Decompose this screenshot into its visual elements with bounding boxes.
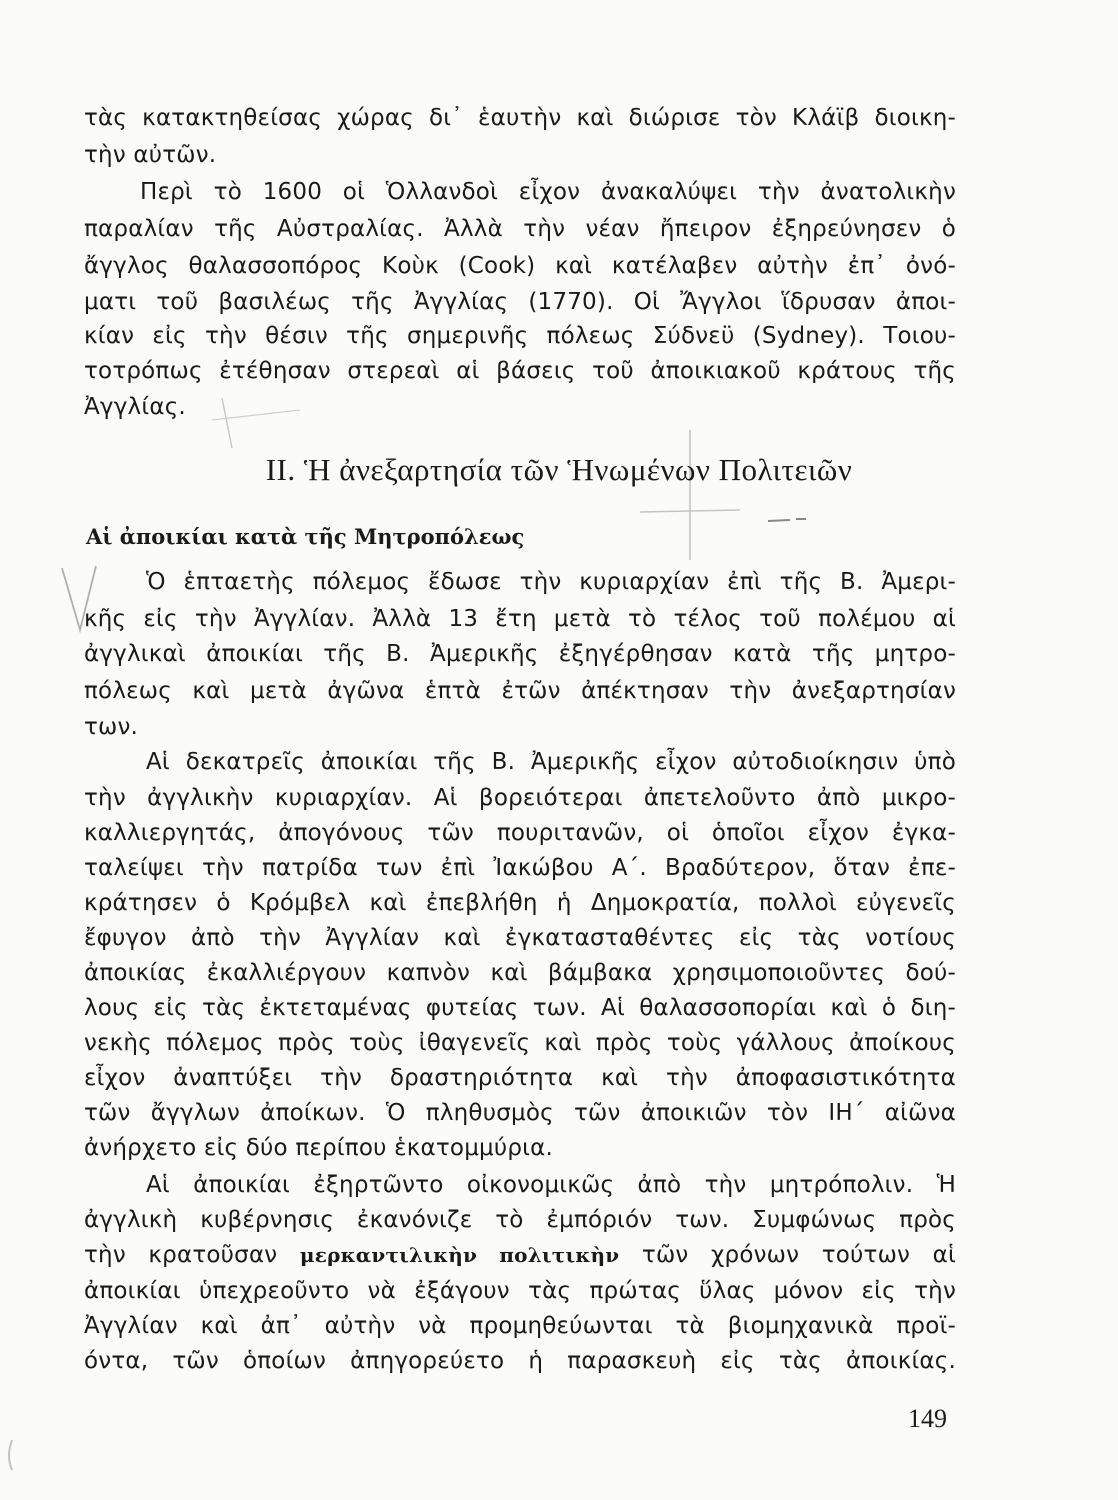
- pencil-stroke-cross-h: [640, 510, 740, 512]
- text-line: των.: [84, 714, 139, 740]
- text-line: λους εἰς τὰς ἐκτεταμένας φυτείας των. Αἱ θαλασσοπορίαι καὶ ὁ διη-: [84, 995, 956, 1021]
- text-line: τὰς κατακτηθείσας χώρας δι᾿ ἑαυτὴν καὶ διώρισε τὸν Κλάϊβ διοικη-: [84, 105, 956, 131]
- text-line: τὴν ἀγγλικὴν κυριαρχίαν. Αἱ βορειότεραι ἀπετελοῦντο ἀπὸ μικρο-: [84, 785, 956, 811]
- text-line: ματι τοῦ βασιλέως τῆς Ἀγγλίας (1770). Οἱ Ἄγγλοι ἵδρυσαν ἀποι-: [84, 289, 956, 315]
- subheading: Αἱ ἀποικίαι κατὰ τῆς Μητροπόλεως: [86, 524, 525, 549]
- text-line: πόλεως καὶ μετὰ ἀγῶνα ἑπτὰ ἐτῶν ἀπέκτησαν τὴν ἀνεξαρτησίαν: [84, 678, 956, 704]
- text-line: κράτησεν ὁ Κρόμβελ καὶ ἐπεβλήθη ἡ Δημοκρατία, πολλοὶ εὐγενεῖς: [84, 890, 956, 916]
- section-heading: II. Ἡ ἀνεξαρτησία τῶν Ἡνωμένων Πολιτειῶν: [265, 452, 853, 487]
- text-span: τῶν χρόνων τούτων αἱ: [641, 1242, 956, 1268]
- text-line: ἄγγλος θαλασσοπόρος Κοὺκ (Cook) καὶ κατέλαβεν αὐτὴν ἐπ᾿ ὀνό-: [84, 253, 956, 279]
- bold-term: μερκαντιλικὴν πολιτικὴν: [299, 1243, 620, 1267]
- text-line: Ἀγγλίαν καὶ ἀπ᾿ αὐτὴν νὰ προμηθεύωνται τὰ βιομηχανικὰ προϊ-: [84, 1313, 956, 1339]
- text-line: Αἱ δεκατρεῖς ἀποικίαι τῆς Β. Ἀμερικῆς εἶχον αὐτοδιοίκησιν ὑπὸ: [146, 749, 956, 775]
- text-line: ἀνήρχετο εἰς δύο περίπου ἑκατομμύρια.: [84, 1135, 554, 1161]
- text-line: Ὁ ἑπταετὴς πόλεμος ἔδωσε τὴν κυριαρχίαν ἐπὶ τῆς Β. Ἀμερι-: [146, 569, 956, 595]
- text-line: παραλίαν τῆς Αὐστραλίας. Ἀλλὰ τὴν νέαν ἤπειρον ἐξηρεύνησεν ὁ: [84, 216, 956, 242]
- text-line: τὴν αὐτῶν.: [84, 142, 217, 168]
- text-line: κῆς εἰς τὴν Ἀγγλίαν. Ἀλλὰ 13 ἔτη μετὰ τὸ τέλος τοῦ πολέμου αἱ: [84, 606, 956, 632]
- text-line: όντα, τῶν ὁποίων ἀπηγορεύετο ἡ παρασκευὴ εἰς τὰς ἀποικίας.: [84, 1348, 956, 1374]
- text-line: Περὶ τὸ 1600 οἱ Ὁλλανδοὶ εἶχον ἀνακαλύψει τὴν ἀνατολικὴν: [140, 179, 956, 205]
- text-line: τοτρόπως ἐτέθησαν στερεαὶ αἱ βάσεις τοῦ ἀποικιακοῦ κράτους τῆς: [84, 358, 956, 384]
- text-line: κίαν εἰς τὴν θέσιν τῆς σημερινῆς πόλεως Σύδνεϋ (Sydney). Τοιου-: [84, 323, 956, 349]
- text-line: καλλιεργητάς, ἀπογόνους τῶν πουριτανῶν, οἱ ὁποῖοι εἶχον ἐγκα-: [84, 820, 956, 846]
- margin-edge-mark: [9, 1440, 12, 1470]
- text-line: Αἱ ἀποικίαι ἐξηρτῶντο οἰκονομικῶς ἀπὸ τὴν μητρόπολιν. Ἡ: [146, 1172, 956, 1198]
- pencil-dash: [768, 519, 806, 521]
- text-line: ἀποικίαι ὑπεχρεοῦντο νὰ ἐξάγουν τὰς πρώτας ὕλας μόνον εἰς τὴν: [84, 1278, 956, 1304]
- text-line: Ἀγγλίας.: [84, 394, 186, 420]
- text-line: ἀποικίας ἐκαλλιέργουν καπνὸν καὶ βάμβακα χρησιμοποιοῦντες δού-: [84, 960, 956, 986]
- text-line: νεκὴς πόλεμος πρὸς τοὺς ἰθαγενεῖς καὶ πρὸς τοὺς γάλλους ἀποίκους: [84, 1030, 956, 1056]
- text-line-mixed: [84, 1240, 956, 1270]
- page-number: 149: [908, 1404, 947, 1433]
- text-line: ταλείψει τὴν πατρίδα των ἐπὶ Ἰακώβου Α΄. Βραδύτερον, ὅταν ἐπε-: [84, 855, 956, 881]
- text-line: ἔφυγον ἀπὸ τὴν Ἀγγλίαν καὶ ἐγκατασταθέντες εἰς τὰς νοτίους: [84, 925, 956, 951]
- text-span: τὴν κρατοῦσαν: [84, 1242, 278, 1268]
- text-line: τῶν ἄγγλων ἀποίκων. Ὁ πληθυσμὸς τῶν ἀποικιῶν τὸν ΙΗ΄ αἰῶνα: [84, 1100, 956, 1126]
- text-line: ἀγγλικὴ κυβέρνησις ἐκανόνιζε τὸ ἐμπόριόν των. Συμφώνως πρὸς: [84, 1207, 956, 1233]
- text-line: ἀγγλικαὶ ἀποικίαι τῆς Β. Ἀμερικῆς ἐξηγέρθησαν κατὰ τῆς μητρο-: [84, 641, 956, 667]
- text-line: εἶχον ἀναπτύξει τὴν δραστηριότητα καὶ τὴν ἀποφασιστικότητα: [84, 1065, 956, 1091]
